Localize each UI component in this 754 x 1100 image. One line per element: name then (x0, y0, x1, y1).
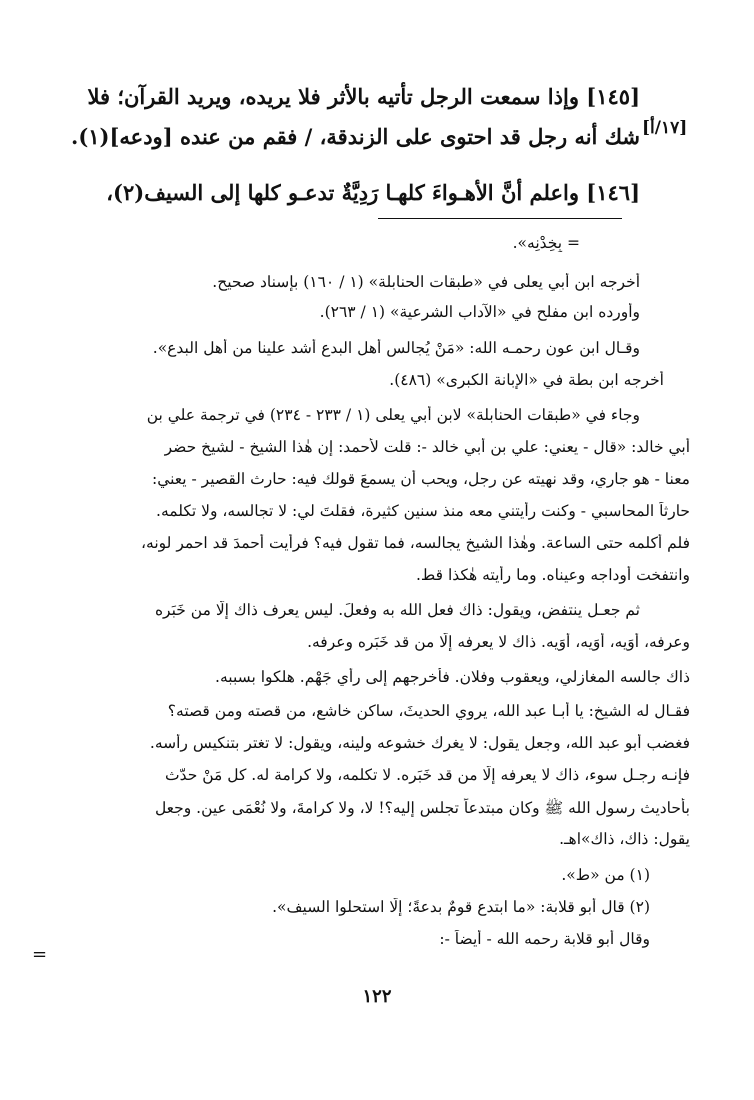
main-text-line-2: شك أنه رجل قد احتوى على الزندقة، / فقم من عنده [ودعه](١). (71, 124, 640, 149)
footnote-line: فغضب أبو عبد الله، وجعل يقول: لا يغرك خشوعه ولينه، ويقول: لا تغتر بتنكيس رأسه. (149, 734, 690, 752)
page-number: ١٢٢ (362, 986, 392, 1007)
footnote-line: وجاء في «طبقات الحنابلة» لابن أبي يعلى (١ / ٢٣٣ - ٢٣٤) في ترجمة علي بن (146, 406, 640, 424)
footnote-line: أبي خالد: «قال - يعني: علي بن أبي خالد -: قلت لأحمد: إن هٰذا الشيخ - لشيخ حضر (164, 438, 690, 456)
footnote-line: ثم جعـل ينتفض، ويقول: ذاك فعل الله به وفعلَ. ليس يعرف ذاك إلّا من خَبَره (154, 601, 640, 619)
footnote-line: يقول: ذاك، ذاك»اهـ. (559, 830, 690, 848)
main-text-line-3: [١٤٦] واعلم أنَّ الأهـواءَ كلهـا رَدِيَّةٌ تدعـو كلها إلى السيف(٢)، (106, 180, 640, 205)
footnote-line: وأورده ابن مفلح في «الآداب الشرعية» (١ / ٢٦٣). (319, 303, 640, 321)
footnote-line: وعرفه، أُوَيه، أُوَيه، أُوَيه. ذاك لا يعرفه إلّا من قد خَبَره وعرفه. (307, 633, 690, 651)
footnote-line: ذاك جالسه المغازلي، ويعقوب وفلان. فأخرجهم إلى رأي جَهْم. هلكوا بسببه. (215, 668, 690, 686)
footnote-line: فقـال له الشيخ: يا أبـا عبد الله، يروي الحديثَ، ساكن خاشع، من قصته ومن قصته؟ (167, 702, 690, 720)
continuation-mark: = (32, 944, 48, 965)
footnote-separator (378, 218, 622, 219)
footnote-line: حارثاً المحاسبي - وكنت رأيتني معه منذ سنين كثيرة، فقلتَ لي: لا تجالسه، ولا تكلمه. (156, 502, 690, 520)
footnote-line: وقـال ابن عون رحمـه الله: «مَنْ يُجالس أهل البدع أشد علينا من أهل البدع». (152, 339, 640, 357)
main-text-line-1: [١٤٥] وإذا سمعت الرجل تأتيه بالأثر فلا يريده، ويريد القرآن؛ فلا (87, 84, 640, 109)
footnote-line: أخرجه ابن بطة في «الإبانة الكبرى» (٤٨٦). (389, 371, 664, 389)
footnote-number-1: (١) من «ط». (561, 866, 650, 884)
margin-folio-reference: [١٧/أ] (642, 118, 688, 138)
footnote-line: معنا - هو جاري، وقد نهيته عن رجل، ويحب أن يسمعَ قولك فيه: حارث القصير - يعني: (151, 470, 690, 488)
footnote-line: وقال أبو قلابة رحمه الله - أيضاً -: (439, 930, 650, 948)
footnote-line: فإنـه رجـل سوء، ذاك لا يعرفه إلّا من قد خَبَره. لا تكلمه، ولا كرامة له. كل مَنْ حدّث (164, 766, 690, 784)
footnote-line: = بِخِدْنِه». (512, 234, 580, 252)
footnote-line: وانتفخت أوداجه وعيناه. وما رأيته هٰكذا قط. (416, 566, 690, 584)
footnote-number-2: (٢) قال أبو قلابة: «ما ابتدع قومٌ بدعةً؛ إلّا استحلوا السيف». (272, 898, 650, 916)
footnote-line: بأحاديث رسول الله ﷺ وكان مبتدعاً تجلس إليه؟! لا، ولا كرامةَ، ولا نُعْمَى عين. وجعل (154, 799, 690, 817)
footnote-line: فلم أكلمه حتى الساعة. وهٰذا الشيخ يجالسه، فما تقول فيه؟ فرأيت أحمدَ قد احمر لونه، (141, 534, 690, 552)
footnote-line: أخرجه ابن أبي يعلى في «طبقات الحنابلة» (١ / ١٦٠) بإسناد صحيح. (212, 273, 640, 291)
